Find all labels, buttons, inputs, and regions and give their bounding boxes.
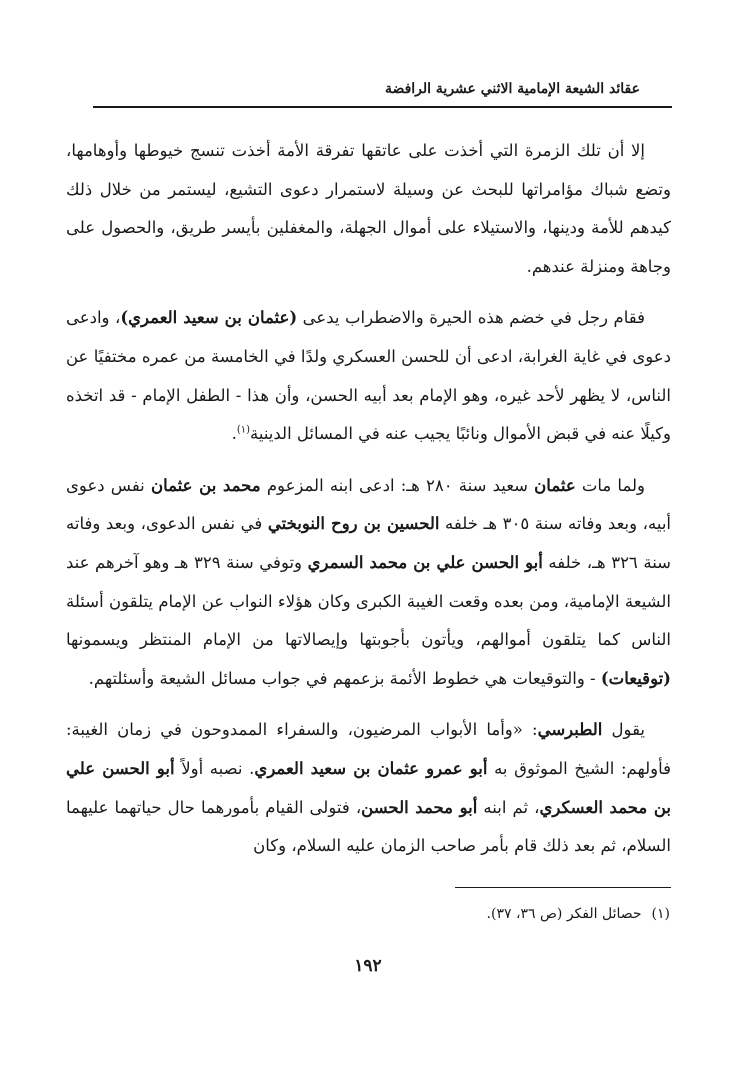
footnote-number: (١) — [651, 906, 670, 922]
paragraph-3-bold-3: الحسين بن روح النوبختي — [267, 514, 440, 534]
paragraph-3-text-5: وتوفي سنة ٣٢٩ هـ وهو آخرهم عند الشيعة الإمامية، ومن بعده وقعت الغيبة الكبرى وكان هؤلاء النواب عن الإمام يتلقون أسئلة الناس كما يتلقون أموالهم، ويأتون بأجوبتها وإيصالاتها من الإمام المنتظر ويسمونها — [66, 552, 671, 650]
paragraph-3-text-2: سعيد سنة ٢٨٠ هـ: ادعى ابنه المزعوم — [260, 475, 535, 495]
paragraph-3-bold-5: (توقيعات) — [600, 668, 671, 688]
footnote-reference[interactable]: (١) — [236, 424, 250, 436]
paragraph-4-text-1: يقول — [602, 720, 646, 740]
main-text — [66, 132, 671, 879]
paragraph-4-text-2: : «وأما الأبواب المرضيون، والسفراء الممدوحون في زمان الغيبة: فأولهم: الشيخ الموثوق به — [66, 720, 672, 778]
footnote — [487, 904, 670, 924]
paragraph-1 — [66, 132, 671, 286]
paragraph-1-text: إلا أن تلك الزمرة التي أخذت على عاتقها تفرقة الأمة أخذت تنسج خيوطها وأوهامها، وتضع شباك مؤامراتها للبحث عن وسيلة لاستمرار دعوى التشيع، ليستمر من خلال ذلك كيدهم للأمة ودينها، والاستيلاء على أموال الجهلة، والمغفلين بأيسر طريق، والحصول على وجاهة ومنزلة عندهم. — [66, 141, 671, 276]
paragraph-2 — [66, 299, 671, 453]
paragraph-3-text-6: - والتوقيعات هي خطوط الأئمة بزعمهم في جواب مسائل الشيعة وأسئلتهم. — [88, 668, 601, 688]
running-header: عقائد الشيعة الإمامية الاثني عشرية الرافضة — [384, 81, 640, 97]
header-rule — [93, 106, 672, 108]
paragraph-2-text-3: . — [231, 424, 237, 444]
paragraph-4-text-4: ، ثم ابنه — [477, 797, 540, 817]
paragraph-4 — [66, 711, 671, 865]
paragraph-3-bold-1: عثمان — [534, 475, 576, 495]
paragraph-4-bold-2: أبو عمرو عثمان بن سعيد العمري — [254, 758, 488, 778]
paragraph-3-text-4: في نفس الدعوى، وبعد وفاته سنة ٣٢٦ هـ، خلفه — [66, 514, 671, 572]
footnote-rule — [455, 887, 671, 888]
paragraph-2-text-2: ، وادعى دعوى في غاية الغرابة، ادعى أن للحسن العسكري ولدًا في الخامسة من عمره مختفيًا عن الناس، لا يظهر لأحد غيره، وهو الإمام بعد أبيه الحسن، وأن هذا - الطفل الإمام - قد اتخذه وكيلًا عنه في قبض الأموال ونائبًا يجيب عنه في المسائل الدينية — [66, 308, 671, 444]
footnote-text: حصائل الفكر (ص ٣٦، ٣٧). — [486, 906, 642, 922]
paragraph-4-text-5: ، فتولى القيام بأمورهما حال حياتهما عليهما السلام، ثم بعد ذلك قام بأمر صاحب الزمان عليه السلام، وكان — [66, 797, 671, 856]
paragraph-3-text-3: نفس دعوى أبيه، وبعد وفاته سنة ٣٠٥ هـ خلفه — [66, 475, 671, 534]
paragraph-3-bold-4: أبو الحسن علي بن محمد السمري — [307, 552, 543, 572]
paragraph-4-bold-3: أبو الحسن علي بن محمد العسكري — [66, 758, 671, 817]
paragraph-4-bold-1: الطبرسي — [537, 720, 603, 740]
paragraph-2-text-1: فقام رجل في خضم هذه الحيرة والاضطراب يدعى — [297, 308, 645, 328]
paragraph-4-bold-4: أبو محمد الحسن — [361, 797, 478, 817]
page-number: ١٩٢ — [354, 956, 382, 976]
paragraph-3-bold-2: محمد بن عثمان — [150, 475, 261, 495]
paragraph-3 — [66, 467, 671, 699]
paragraph-4-text-3: . نصبه أولاً — [174, 758, 255, 778]
paragraph-3-text-1: ولما مات — [575, 475, 645, 495]
paragraph-2-bold-1: (عثمان بن سعيد العمري) — [120, 308, 298, 328]
